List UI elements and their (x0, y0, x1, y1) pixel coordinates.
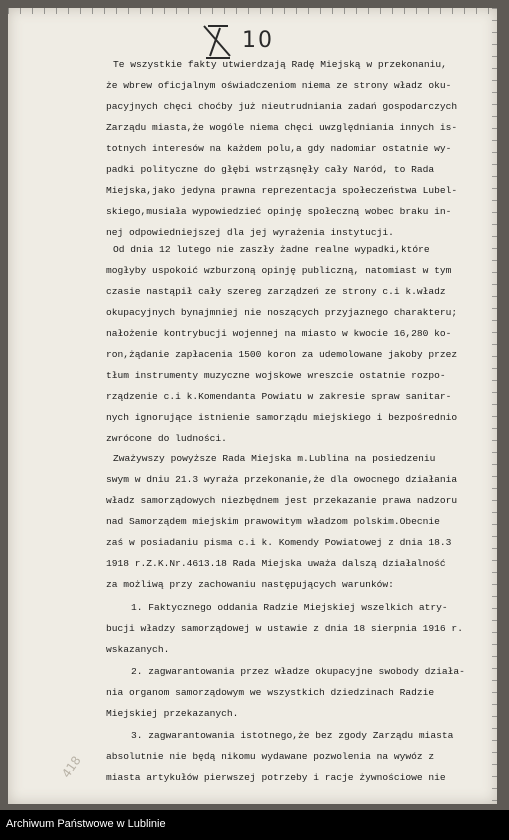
text-line: Miejskiej przekazanych. (106, 708, 239, 719)
text-line: nad Samorządem miejskim prawowitym władzom polskim.Obecnie (106, 516, 440, 527)
handwritten-page-number (208, 28, 274, 53)
text-line: Od dnia 12 lutego nie zaszły żadne realne wypadki,które (113, 244, 430, 255)
text-line: Zarządu miasta,że wogóle niema chęci uwzględniania innych is- (106, 122, 458, 133)
text-line: nych ignorujące istnienie samorządu miejskiego i bezpośrednio (106, 412, 458, 423)
text-line: że wbrew oficjalnym oświadczeniom niema ze strony władz oku- (106, 80, 452, 91)
text-line: absolutnie nie będą nikomu wydawane pozwolenia na wywóz z (106, 751, 435, 762)
text-line: swym w dniu 21.3 wyraża przekonanie,że dla owocnego działania (106, 474, 458, 485)
text-line: Zważywszy powyższe Rada Miejska m.Lublina na posiedzeniu (113, 453, 436, 464)
text-line: nej odpowiedniejszej dla jej wyrażenia instytucji. (106, 227, 394, 238)
text-line: Te wszystkie fakty utwierdzają Radę Miejską w przekonaniu, (113, 59, 447, 70)
text-line: zwrócone do ludności. (106, 433, 227, 444)
text-line: władz samorządowych niezbędnem jest przekazanie prawa nadzoru (106, 495, 458, 506)
text-line: skiego,musiała wypowiedzieć opinję społeczną wobec braku in- (106, 206, 452, 217)
page-edge-ruler-right (492, 8, 497, 804)
text-line: zaś w posiadaniu pisma c.i k. Komendy Powiatowej z dnia 18.3 (106, 537, 452, 548)
text-line: rządzenie c.i k.Komendanta Powiatu w zakresie spraw sanitar- (106, 391, 452, 402)
text-line: pacyjnych chęci choćby już nieutrudniania zadań gospodarczych (106, 101, 458, 112)
text-line: ron,żądanie zapłacenia 1500 koron za udemolowane jakoby przez (106, 349, 458, 360)
text-line: czasie nastąpił cały szereg zarządzeń ze strony c.i k.władz (106, 286, 446, 297)
text-line: za możliwą przy zachowaniu następujących warunków: (106, 579, 394, 590)
text-line: nia organom samorządowym we wszystkich dziedzinach Radzie (106, 687, 435, 698)
text-line: 3. zagwarantowania istotnego,że bez zgody Zarządu miasta (131, 730, 454, 741)
pencil-annotation: 418 (59, 753, 84, 781)
text-line: 1918 r.Z.K.Nr.4613.18 Rada Miejska uważa dalszą działalność (106, 558, 446, 569)
archive-name: Archiwum Państwowe w Lublinie (6, 818, 166, 830)
text-line: wskazanych. (106, 644, 170, 655)
text-line: miasta artykułów pierwszej potrzeby i racje żywnościowe nie (106, 772, 446, 783)
text-line: mogłyby uspokoić wzburzoną opinję publiczną, natomiast w tym (106, 265, 452, 276)
page-number-text: 10 (242, 28, 274, 53)
text-line: bucji władzy samorządowej w ustawie z dnia 18 sierpnia 1916 r. (106, 623, 463, 634)
text-line: okupacyjnych bynajmniej nie noszących przyjaznego charakteru; (106, 307, 458, 318)
text-line: nałożenie kontrybucji wojennej na miasto w kwocie 16,280 ko- (106, 328, 452, 339)
text-line: 2. zagwarantowania przez władze okupacyjne swobody działa- (131, 666, 465, 677)
document-page (8, 8, 497, 804)
text-line: totnych interesów na każdem polu,a gdy nadomiar ostatnie wy- (106, 143, 452, 154)
text-line: 1. Faktycznego oddania Radzie Miejskiej wszelkich atry- (131, 602, 448, 613)
text-line: Miejska,jako jedyna prawna reprezentacja społeczeństwa Lubel- (106, 185, 458, 196)
text-line: tłum instrumenty muzyczne wojskowe wreszcie ostatnie rozpo- (106, 370, 446, 381)
text-line: padki polityczne do głębi wstrząsnęły cały Naród, to Rada (106, 164, 435, 175)
page-edge-ruler-top (8, 8, 497, 14)
archive-footer (0, 810, 509, 840)
